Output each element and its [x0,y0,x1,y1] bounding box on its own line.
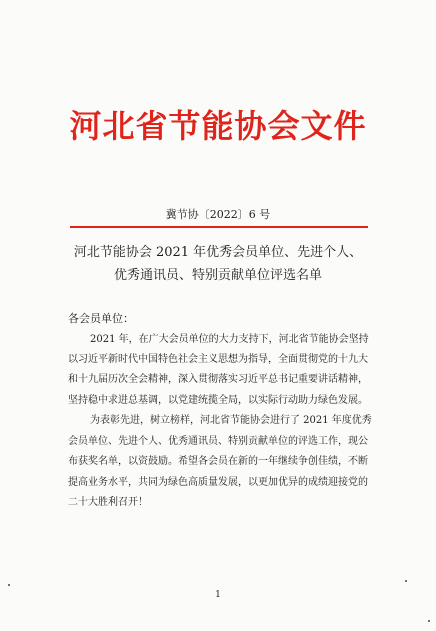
document-title-line: 优秀通讯员、特别贡献单位评选名单 [113,268,322,283]
document-header-title: 河北省节能协会文件 [69,107,367,145]
paragraph-line: 以习近平新时代中国特色社会主义思想为指导，全面贯彻党的十九大 [68,354,368,365]
paragraph-line: 和十九届历次全会精神，深入贯彻落实习近平总书记重要讲话精神， [68,374,368,385]
document-number: 冀节协〔2022〕6 号 [165,208,271,221]
document-title-line: 河北节能协会 2021 年优秀会员单位、先进个人、 [73,245,363,260]
paragraph-line: 二十大胜利召开！ [68,497,148,508]
page-number: 1 [215,590,221,600]
scan-speck [428,620,430,622]
scan-speck [8,584,10,586]
paragraph-line: 提高业务水平，共同为绿色高质量发展，以更加优异的成绩迎接党的 [68,477,368,488]
salutation: 各会员单位： [68,312,134,325]
paragraph-line: 2021 年，在广大会员单位的大力支持下，河北省节能协会坚持 [90,334,369,345]
header-divider [70,226,368,228]
paragraph-line: 布获奖名单，以资鼓励。希望各会员在新的一年继续争创佳绩，不断 [68,456,368,467]
paragraph-line: 会员单位、先进个人、优秀通讯员、特别贡献单位的评选工作，现公 [68,436,368,447]
paragraph-line: 坚持稳中求进总基调，以党建统揽全局，以实际行动助力绿色发展。 [68,395,368,406]
scan-speck [405,580,407,582]
paragraph-line: 为表彰先进，树立榜样，河北省节能协会进行了 2021 年度优秀 [90,415,372,426]
